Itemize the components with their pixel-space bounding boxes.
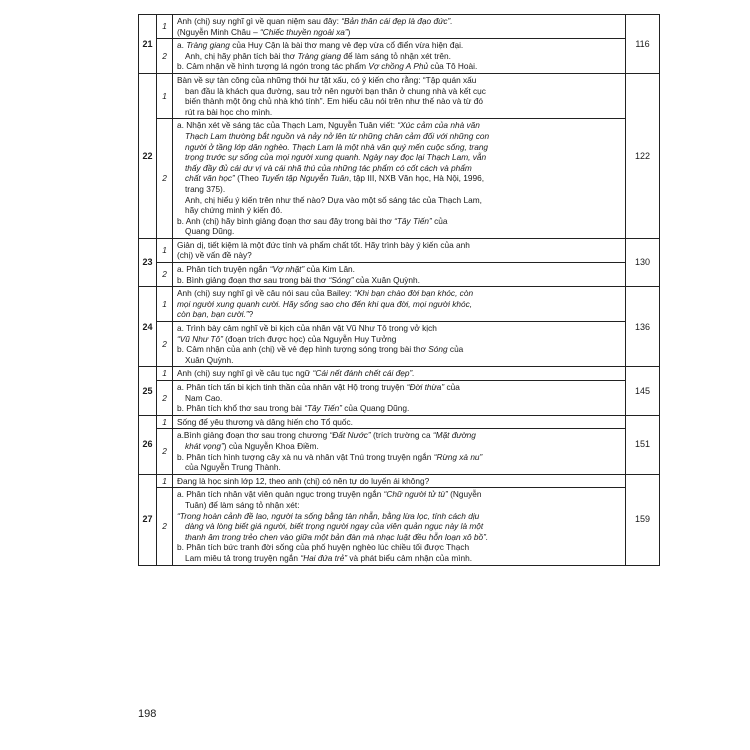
text-segment: của Kim Lân.	[304, 264, 355, 275]
table-row	[139, 429, 660, 474]
topic-number: 27	[139, 474, 157, 565]
text-segment: “Chiếc thuyền ngoài xa”	[260, 26, 348, 37]
text-segment: dàng và lòng biết giá người, biết trọng người ngay của viên quản ngục này là một	[185, 521, 484, 532]
question-part: 1	[157, 474, 173, 488]
text-segment: khát vọng”	[185, 440, 224, 451]
text-segment: Giản dị, tiết kiệm là một đức tính và phẩm chất tốt. Hãy trình bày ý kiến của anh	[177, 239, 470, 250]
question-text	[173, 322, 626, 367]
text-segment: (trích trường ca	[370, 430, 433, 441]
text-line	[177, 382, 621, 393]
text-line	[177, 393, 621, 404]
question-text	[173, 429, 626, 474]
text-segment: Tràng giang	[186, 40, 230, 51]
text-segment: người ở tầng lớp dân nghèo. Thạch Lam là một nhà văn quý mến cuộc sống, trang	[185, 141, 489, 152]
question-part: 2	[157, 381, 173, 416]
text-line	[177, 205, 621, 216]
question-part: 1	[157, 238, 173, 262]
text-segment: Bàn về sự tàn công của những thói hư tật xấu, có ý kiến cho rằng: “Tập quán xấu	[177, 74, 477, 85]
text-line	[177, 452, 621, 463]
question-part: 2	[157, 429, 173, 474]
text-line	[177, 120, 621, 131]
text-line	[177, 107, 621, 118]
table-row	[139, 367, 660, 381]
topic-number: 25	[139, 367, 157, 415]
text-segment: Sóng	[428, 344, 448, 355]
text-segment: của Quang Dũng.	[341, 403, 410, 414]
text-segment: “Khi bạn chào đời bạn khóc, còn	[354, 288, 474, 299]
text-segment: của Xuân Quỳnh.	[353, 274, 420, 285]
text-line	[177, 476, 621, 487]
text-line	[177, 500, 621, 511]
text-line	[177, 344, 621, 355]
text-segment: “Chữ người tử tù”	[383, 489, 448, 500]
text-segment: “Tây Tiến”	[394, 215, 432, 226]
topic-number: 21	[139, 15, 157, 74]
table-row	[139, 415, 660, 429]
text-segment: Xuân Quỳnh.	[185, 354, 234, 365]
text-segment: (chị) về vấn đề này?	[177, 250, 252, 261]
page-reference: 159	[626, 474, 660, 565]
text-segment: a. Phân tích truyện ngắn	[177, 264, 270, 275]
question-text	[173, 15, 626, 39]
text-line	[177, 75, 621, 86]
text-line	[177, 195, 621, 206]
text-segment: “Trong hoàn cảnh đề lao, người ta sống bằng tàn nhẫn, bằng lừa lọc, tính cách dịu	[177, 510, 480, 521]
text-segment: của	[447, 344, 464, 355]
text-segment: b. Phân tích hình tượng cây xà nu và nhân vật Tnú trong truyện ngắn	[177, 451, 434, 462]
text-segment: , tập III, NXB Văn học, Hà Nội, 1996,	[348, 173, 485, 184]
text-segment: Tuyển tập Nguyễn Tuân	[261, 173, 349, 184]
question-text	[173, 73, 626, 118]
text-line	[177, 152, 621, 163]
text-segment: Quang Dũng.	[185, 226, 235, 237]
table-row	[139, 119, 660, 239]
text-line	[177, 489, 621, 500]
text-segment: “Mặt đường	[432, 430, 476, 441]
question-part: 2	[157, 119, 173, 239]
text-segment: để làm sáng tỏ nhận xét trên.	[341, 50, 451, 61]
text-line	[177, 309, 621, 320]
text-segment: b. Phân tích bức tranh đời sống của phố huyện nghèo lúc chiều tối được Thạch	[177, 542, 470, 553]
text-segment: và phát biểu cảm nhận của mình.	[347, 552, 473, 563]
table-row	[139, 39, 660, 74]
question-text	[173, 263, 626, 287]
table-row	[139, 488, 660, 565]
text-segment: Tràng giang	[297, 50, 342, 61]
text-segment: Vợ chồng A Phủ	[368, 61, 429, 72]
question-part: 2	[157, 263, 173, 287]
text-segment: Sống để yêu thương và dâng hiến cho Tổ quốc.	[177, 416, 353, 427]
page-reference: 151	[626, 415, 660, 474]
text-segment: Anh (chị) suy nghĩ gì về câu tục ngữ	[177, 368, 313, 379]
page-reference: 136	[626, 287, 660, 367]
text-segment: trọng trước sự sống của mọi người xung quanh. Ngày nay đọc lại Thạch Lam, vẫn	[185, 152, 487, 163]
text-segment: Anh (chị) suy nghĩ gì về quan niệm sau đây:	[177, 16, 342, 26]
table-row	[139, 238, 660, 262]
text-segment: còn bạn, bạn cười.”	[177, 309, 249, 320]
text-segment: ban đầu là khách qua đường, sau trở nên người bạn thân ở chung nhà và kết cục	[185, 85, 486, 96]
text-segment: Lam miêu tả trong truyện ngắn	[185, 552, 301, 563]
text-line	[177, 250, 621, 261]
text-segment: (Nguyễn Minh Châu –	[177, 26, 261, 37]
table-row	[139, 263, 660, 287]
text-segment: Đang là học sinh lớp 12, theo anh (chị) có nên tự do luyến ái không?	[177, 475, 430, 486]
text-line	[177, 163, 621, 174]
text-segment: “Vũ Như Tô”	[177, 333, 223, 344]
page-reference: 130	[626, 238, 660, 286]
text-segment: Anh, chị hiểu ý kiến trên như thế nào? Dựa vào một số sáng tác của Thạch Lam,	[185, 194, 482, 205]
text-line	[177, 368, 621, 379]
text-segment: của Tô Hoài.	[428, 61, 478, 72]
text-line	[177, 40, 621, 51]
text-segment: biến thành một ông chủ nhà khó tính”. Em hiểu câu nói trên như thế nào và từ đó	[185, 96, 484, 107]
text-line	[177, 299, 621, 310]
question-text	[173, 119, 626, 239]
text-segment: )	[347, 26, 351, 37]
text-line	[177, 542, 621, 553]
table-row	[139, 73, 660, 118]
table-row	[139, 474, 660, 488]
text-line	[177, 51, 621, 62]
text-line	[177, 16, 621, 27]
text-segment: b. Cảm nhận của anh (chị) về vẻ đẹp hình tượng sóng trong bài thơ	[177, 344, 429, 355]
text-segment: chất văn học”	[185, 173, 235, 184]
exam-topics-table	[138, 14, 660, 566]
text-segment: thanh âm trong trẻo chen vào giữa một bản đàn mà nhạc luật đều hỗn loạn xô bồ”.	[185, 531, 489, 542]
text-line	[177, 521, 621, 532]
text-line	[177, 142, 621, 153]
text-segment: “Vợ nhặt”	[269, 264, 305, 275]
text-segment: “Cái nết đánh chết cái đẹp”.	[312, 368, 415, 379]
text-segment: a.	[177, 40, 187, 51]
question-part: 2	[157, 322, 173, 367]
page-reference: 116	[626, 15, 660, 74]
text-segment: (Nguyễn	[447, 489, 482, 500]
question-text	[173, 287, 626, 322]
text-segment: b. Anh (chị) hãy bình giảng đoạn thơ sau đây trong bài thơ	[177, 215, 395, 226]
topic-number: 22	[139, 73, 157, 238]
question-part: 2	[157, 39, 173, 74]
question-text	[173, 381, 626, 416]
text-segment: “Hai đứa trẻ”	[300, 552, 348, 563]
text-line	[177, 173, 621, 184]
text-segment: của Huy Cận là bài thơ mang vẻ đẹp vừa cổ điển vừa hiện đại.	[229, 40, 464, 51]
text-segment: mọi người xung quanh cười. Hãy sống sao cho đến khi qua đời, mọi người khóc,	[177, 298, 473, 309]
text-line	[177, 403, 621, 414]
text-segment: “Bản thân cái đẹp là đạo đức”.	[341, 16, 453, 26]
text-segment: “Tây Tiến”	[304, 403, 342, 414]
text-segment: b. Bình giảng đoạn thơ sau trong bài thơ	[177, 274, 329, 285]
text-line	[177, 184, 621, 195]
text-segment: hãy chứng minh ý kiến đó.	[185, 205, 283, 216]
text-line	[177, 511, 621, 522]
text-segment: Thạch Lam thường bắt nguồn và nảy nở lên từ những chân cảm đối với những con	[185, 130, 490, 141]
topic-number: 23	[139, 238, 157, 286]
question-part: 1	[157, 287, 173, 322]
text-line	[177, 417, 621, 428]
text-segment: a. Phân tích tấn bi kịch tinh thần của nhân vật Hộ trong truyện	[177, 382, 407, 392]
text-segment: “Đất Nước”	[329, 430, 371, 441]
text-segment: “Đời thừa”	[406, 382, 445, 392]
text-segment: Nam Cao.	[185, 392, 223, 403]
topic-number: 24	[139, 287, 157, 367]
text-segment: ?	[248, 309, 254, 320]
text-line	[177, 441, 621, 452]
text-line	[177, 334, 621, 345]
question-part: 1	[157, 415, 173, 429]
text-segment: thấy đầy đủ cái dư vị và cái nhã thú của những tác phẩm có cốt cách và phẩm	[185, 162, 472, 173]
text-line	[177, 27, 621, 38]
text-line	[177, 275, 621, 286]
text-line	[177, 86, 621, 97]
text-line	[177, 553, 621, 564]
table-row	[139, 15, 660, 39]
table-row	[139, 381, 660, 416]
text-line	[177, 96, 621, 107]
document-page	[116, 0, 651, 750]
text-line	[177, 288, 621, 299]
text-line	[177, 323, 621, 334]
question-text	[173, 474, 626, 488]
text-line	[177, 240, 621, 251]
text-segment: a. Nhận xét về sáng tác của Thạch Lam, Nguyễn Tuân viết:	[177, 120, 398, 131]
text-segment: của	[431, 215, 448, 226]
text-segment: Tuân) để làm sáng tỏ nhận xét:	[185, 499, 300, 510]
text-segment: Anh, chị hãy phân tích bài thơ	[185, 50, 298, 61]
table-row	[139, 322, 660, 367]
text-line	[177, 355, 621, 366]
text-line	[177, 532, 621, 543]
text-segment: ) của Nguyễn Khoa Điềm.	[223, 440, 319, 451]
text-segment: trang 375).	[185, 183, 226, 194]
text-segment: a. Phân tích nhân vật viên quản ngục trong truyện ngắn	[177, 489, 384, 500]
topic-number: 26	[139, 415, 157, 474]
text-segment: (Theo	[234, 173, 262, 184]
table-row	[139, 287, 660, 322]
question-text	[173, 367, 626, 381]
page-number: 198	[138, 708, 157, 720]
text-segment: “Sóng”	[328, 274, 354, 285]
text-segment: a.Bình giảng đoạn thơ sau trong chương	[177, 430, 330, 441]
text-segment: của	[444, 382, 460, 392]
question-part: 2	[157, 488, 173, 565]
text-segment: Anh (chị) suy nghĩ gì về câu nói sau của Bailey:	[177, 288, 355, 299]
question-part: 1	[157, 367, 173, 381]
text-line	[177, 216, 621, 227]
text-segment: của Nguyễn Trung Thành.	[185, 462, 281, 473]
page-reference: 145	[626, 367, 660, 415]
text-line	[177, 430, 621, 441]
text-segment: a. Trình bày cảm nghĩ về bi kịch của nhân vật Vũ Như Tô trong vở kịch	[177, 323, 437, 334]
text-line	[177, 131, 621, 142]
text-segment: b. Cảm nhận về hình tượng lá ngón trong tác phẩm	[177, 61, 369, 72]
question-text	[173, 415, 626, 429]
question-part: 1	[157, 15, 173, 39]
question-text	[173, 39, 626, 74]
question-text	[173, 238, 626, 262]
text-line	[177, 264, 621, 275]
text-segment: b. Phân tích khổ thơ sau trong bài	[177, 403, 305, 414]
text-line	[177, 462, 621, 473]
text-segment: (đoạn trích được học) của Nguyễn Huy Tưởng	[222, 333, 397, 344]
text-segment: rút ra bài học cho mình.	[185, 106, 273, 117]
text-segment: “Xúc cảm của nhà văn	[397, 120, 480, 131]
question-text	[173, 488, 626, 565]
text-line	[177, 226, 621, 237]
page-reference: 122	[626, 73, 660, 238]
text-line	[177, 61, 621, 72]
text-segment: “Rừng xà nu”	[433, 451, 483, 462]
question-part: 1	[157, 73, 173, 118]
